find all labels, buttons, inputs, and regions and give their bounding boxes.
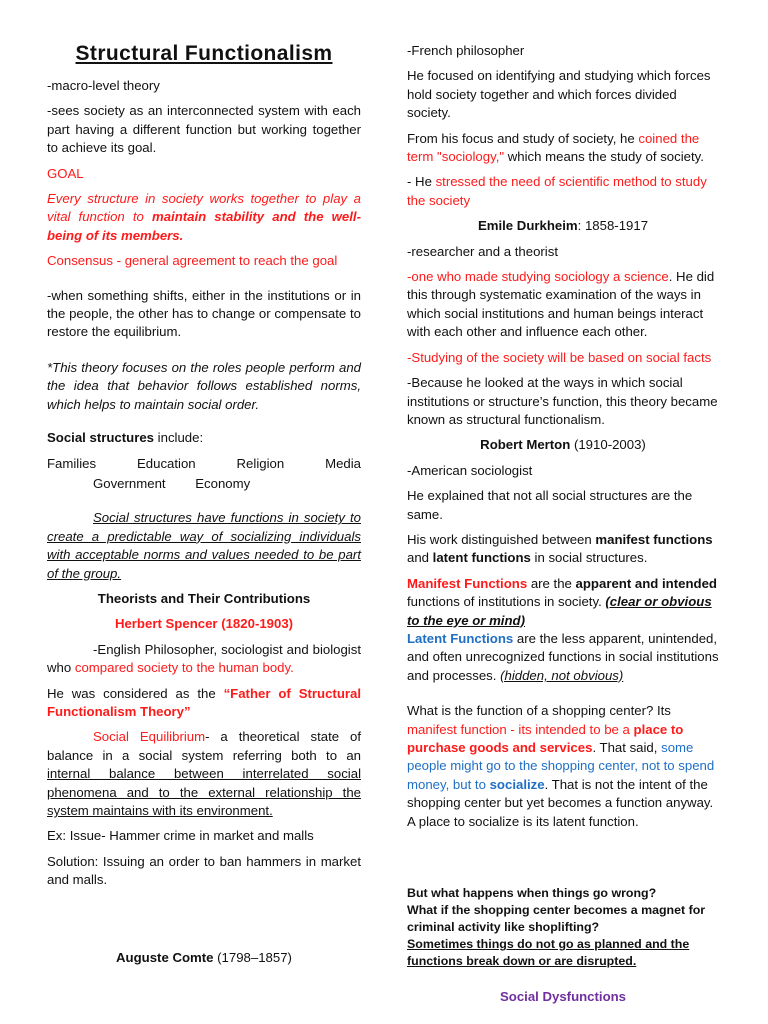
french-line: -French philosopher (407, 43, 525, 58)
latent-a: are the less apparent, unintended, and often unrecognized functions in social institutions and processes. (407, 630, 719, 683)
science-a: - (407, 269, 412, 285)
manifest-paragraph (407, 575, 719, 630)
merton-name: Robert Merton (480, 437, 571, 453)
shop-c: place to purchase goods and services (407, 721, 684, 755)
durkheim-heading (407, 217, 719, 235)
latent-term: Latent Functions (407, 630, 514, 646)
goal-label: GOAL (47, 165, 84, 181)
science-c: . He did this through systematic examination of the ways in which social institutions and human beings interact with each other and influence each other. (407, 269, 715, 340)
equilibrium-paragraph (47, 728, 361, 820)
coined-paragraph (407, 130, 719, 167)
durkheim-name: Emile Durkheim (477, 218, 578, 234)
distinguished-a: His work distinguished between (407, 531, 596, 547)
go-wrong-block (407, 885, 719, 970)
equilibrium-text-a: - a theoretical state of balance in a social system referring both to an (47, 729, 361, 763)
focused-paragraph: He focused on identifying and studying which forces hold society together and which forces divided society. (407, 68, 711, 121)
social-facts-line: -Studying of the society will be based on social facts (407, 349, 712, 365)
merton-years: (1910-2003) (570, 437, 646, 453)
social-dysfunctions-heading: Social Dysfunctions (499, 989, 627, 1005)
left-column (47, 0, 361, 967)
distinguished-e: in social structures. (530, 550, 648, 566)
sees-society-paragraph: -sees society as an interconnected system with each part having a different function but working together to achieve its goal. (47, 103, 361, 156)
stressed-paragraph (407, 173, 719, 210)
consensus-line: Consensus - general agreement to reach the goal (47, 253, 338, 269)
because-paragraph: -Because he looked at the ways in which social institutions or structure’s function, this theory became known as structural functionalism. (407, 375, 718, 427)
manifest-d: (clear or obvious to the eye or mind) (407, 594, 712, 628)
go-wrong-line-2: What if the shopping center becomes a magnet for criminal activity like shoplifting? (407, 903, 706, 935)
manifest-c: functions of institutions in society. (407, 594, 606, 610)
theorists-heading: Theorists and Their Contributions (97, 590, 311, 606)
structures-row-2 (47, 475, 361, 493)
shopping-paragraph (407, 702, 719, 831)
structures-include: include: (154, 430, 204, 446)
theory-note: *This theory focuses on the roles people perform and the idea that behavior follows established norms, which helps to maintain social order. (47, 359, 361, 412)
goal-text-a: Every structure in society works together to play a vital function to (47, 191, 361, 225)
shop-f: socialize (489, 776, 545, 792)
go-wrong-line-3: Sometimes things do not go as planned and the functions break down or are disrupted. (407, 937, 690, 969)
distinguished-c: and (407, 550, 433, 566)
father-paragraph (47, 685, 361, 722)
manifest-a: are the (527, 575, 576, 591)
structures-function-paragraph: Social structures have functions in society to create a predictable way of socializing individuals with acceptable norms and values needed to be part of the group. (47, 510, 361, 581)
science-paragraph (407, 268, 719, 342)
equilibrium-term: Social Equilibrium (93, 729, 206, 745)
explained-line: He explained that not all social structures are the same. (407, 488, 693, 522)
father-text-a: He was considered as the (47, 685, 224, 701)
distinguished-b: manifest functions (595, 531, 713, 547)
coined-c: which means the study of society. (504, 149, 704, 165)
structure-item: Education (136, 455, 196, 471)
stressed-b: stressed the need of scientific method to study the society (407, 174, 707, 208)
science-b: one who made studying sociology a science (411, 269, 669, 285)
social-structures-intro (47, 429, 361, 447)
merton-heading (407, 436, 719, 454)
stressed-a: - He (407, 174, 436, 190)
macro-level-line: -macro-level theory (47, 78, 160, 93)
shop-b: manifest function - its intended to be a (407, 721, 634, 737)
shop-g: . That is not the intent of the shopping center but yet becomes a function anyway. A place to socialize is its latent function. (407, 776, 714, 829)
spencer-text-a: -English Philosopher, sociologist and biologist who (47, 641, 361, 676)
equilibrium-text-b: internal balance between interrelated social phenomena and to the external relationship the system maintains with its environment. (47, 766, 361, 818)
researcher-line: -researcher and a theorist (407, 243, 558, 259)
manifest-b: apparent and intended (575, 575, 717, 591)
shop-e: some people might go to the shopping center, not to spend money, but to (407, 740, 715, 792)
structures-label: Social structures (47, 430, 155, 446)
example-line: Ex: Issue- Hammer crime in market and malls (47, 828, 314, 844)
shop-d: . That said, (592, 740, 662, 755)
manifest-term: Manifest Functions (407, 575, 528, 591)
go-wrong-line-1: But what happens when things go wrong? (407, 886, 657, 901)
shift-paragraph: -when something shifts, either in the institutions or in the people, the other has to change or compensate to restore the equilibrium. (47, 287, 361, 340)
structure-item: Economy (195, 475, 251, 491)
right-column (407, 0, 719, 1006)
comte-heading (47, 949, 361, 967)
shop-a: What is the function of a shopping center? Its (407, 703, 671, 719)
structure-item: Media (325, 455, 361, 471)
american-line: -American sociologist (407, 462, 533, 478)
page-title: Structural Functionalism (75, 42, 333, 65)
spencer-text-b: compared society to the human body. (74, 660, 294, 676)
distinguished-paragraph (407, 531, 719, 568)
structure-item: Government (93, 475, 166, 491)
structures-row-1 (47, 455, 361, 473)
latent-b: (hidden, not obvious) (500, 667, 624, 683)
father-text-b: “Father of Structural Functionalism Theory” (47, 685, 362, 719)
distinguished-d: latent functions (432, 550, 531, 566)
comte-years: (1798–1857) (213, 949, 292, 965)
solution-line: Solution: Issuing an order to ban hammers in market and malls. (47, 853, 361, 888)
comte-name: Auguste Comte (116, 949, 214, 965)
latent-paragraph (407, 630, 719, 685)
spencer-paragraph (47, 641, 361, 678)
goal-paragraph (47, 190, 361, 245)
goal-text-b: maintain stability and the well-being of its members. (47, 209, 361, 243)
structure-item: Families (47, 455, 97, 471)
coined-a: From his focus and study of society, he (407, 130, 639, 146)
durkheim-years: : 1858-1917 (577, 218, 649, 234)
spencer-heading: Herbert Spencer (1820-1903) (114, 616, 294, 632)
coined-b: coined the term "sociology," (407, 130, 700, 165)
structure-item: Religion (236, 455, 285, 471)
